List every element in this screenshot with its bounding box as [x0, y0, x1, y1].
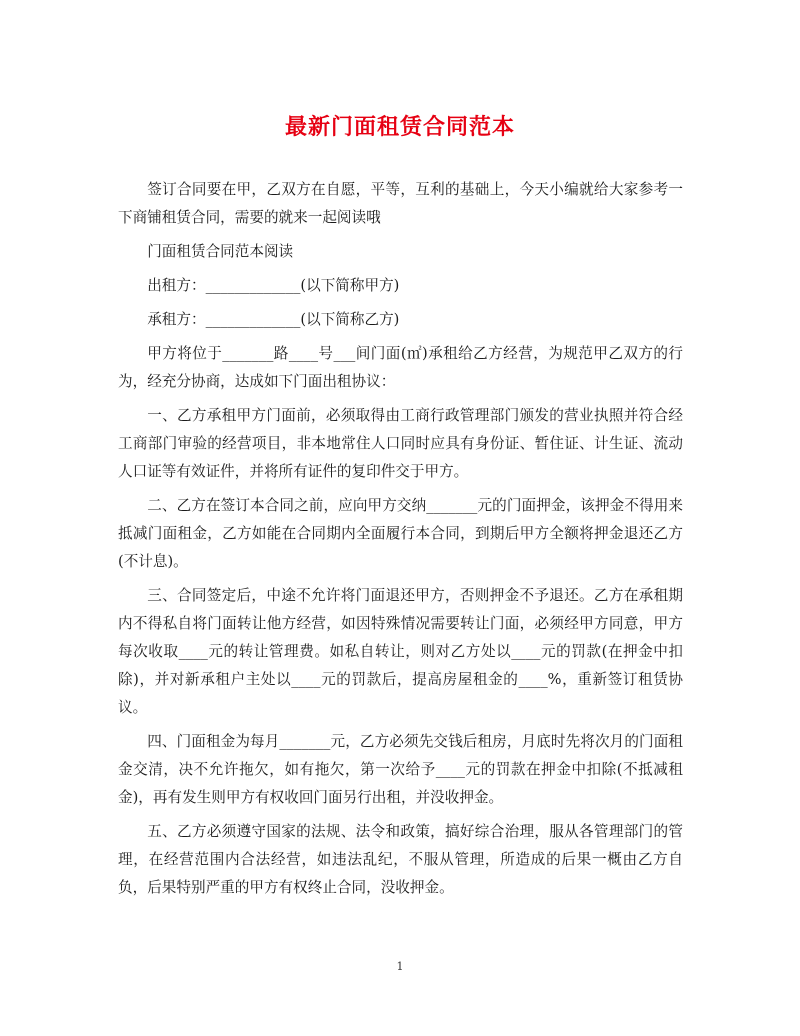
page-number: 1	[396, 960, 404, 973]
document-body	[118, 176, 683, 908]
paragraph-intro: 签订合同要在甲，乙双方在自愿，平等，互利的基础上，今天小编就给大家参考一下商铺租赁合同，需要的就来一起阅读哦	[118, 181, 683, 226]
paragraph-lessor: 出租方：_____________(以下简称甲方)	[147, 277, 400, 294]
paragraph-clause-3: 三、合同签定后，中途不允许将门面退还甲方，否则押金不予退还。乙方在承租期内不得私自将门面转让他方经营，如因特殊情况需要转让门面，必须经甲方同意，甲方每次收取____元的转让管理费。如私自转让，则对乙方处以____元的罚款(在押金中扣除)，并对新承租户主处以____元的罚款后，提高房屋租金的____%，重新签订租赁协议。	[118, 587, 683, 716]
paragraph-lessee: 承租方：_____________(以下简称乙方)	[147, 311, 400, 328]
paragraph-clause-5: 五、乙方必须遵守国家的法规、法令和政策，搞好综合治理，服从各管理部门的管理，在经营范围内合法经营，如违法乱纪，不服从管理，所造成的后果一概由乙方自负，后果特别严重的甲方有权终止合同，没收押金。	[118, 823, 683, 896]
document-title: 最新门面租赁合同范本	[284, 115, 515, 140]
paragraph-preamble: 甲方将位于_______路____号___间门面(㎡)承租给乙方经营，为规范甲乙双方的行为，经充分协商，达成如下门面出租协议：	[118, 345, 683, 390]
paragraph-subtitle: 门面租赁合同范本阅读	[147, 243, 294, 260]
paragraph-clause-1: 一、乙方承租甲方门面前，必须取得由工商行政管理部门颁发的营业执照并符合经工商部门审验的经营项目，非本地常住人口同时应具有身份证、暂住证、计生证、流动人口证等有效证件，并将所有证件的复印件交于甲方。	[118, 407, 683, 480]
paragraph-clause-4: 四、门面租金为每月_______元，乙方必须先交钱后租房，月底时先将次月的门面租金交清，决不允许拖欠，如有拖欠，第一次给予____元的罚款在押金中扣除(不抵减租金)，再有发生则甲方有权收回门面另行出租，并没收押金。	[118, 733, 683, 806]
paragraph-clause-2: 二、乙方在签订本合同之前，应向甲方交纳_______元的门面押金，该押金不得用来抵减门面租金，乙方如能在合同期内全面履行本合同，到期后甲方全额将押金退还乙方(不计息)。	[118, 497, 683, 570]
